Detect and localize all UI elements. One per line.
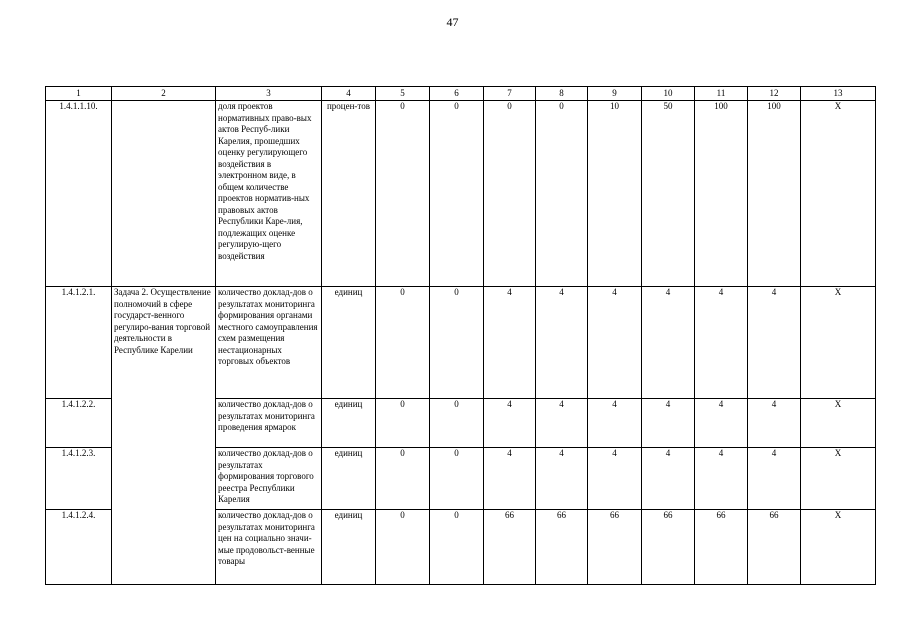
unit-cell: единиц	[322, 287, 376, 399]
page-number: 47	[446, 15, 459, 29]
column-number: 5	[376, 87, 430, 101]
value-cell: 0	[430, 287, 484, 399]
column-number: 3	[216, 87, 322, 101]
column-number: 1	[46, 87, 112, 101]
row-number: 1.4.1.2.4.	[46, 510, 112, 585]
task-cell: Задача 2. Осуществление полномочий в сфере государст-венного регулиро-вания торговой деятельности в Республике Карелии	[112, 287, 216, 585]
value-cell: 4	[642, 448, 695, 510]
value-cell: 4	[536, 287, 588, 399]
value-cell: 4	[642, 287, 695, 399]
value-cell: 4	[536, 448, 588, 510]
value-cell: 4	[695, 399, 748, 448]
value-cell: 100	[748, 101, 801, 287]
value-cell: 4	[484, 399, 536, 448]
value-cell: 0	[376, 399, 430, 448]
value-cell: 0	[376, 510, 430, 585]
value-cell: 0	[484, 101, 536, 287]
unit-cell: единиц	[322, 399, 376, 448]
indicator-cell: количество доклад-дов о результатах мониторинга проведения ярмарок	[216, 399, 322, 448]
table-row	[46, 287, 876, 399]
row-number: 1.4.1.2.3.	[46, 448, 112, 510]
value-cell: 0	[430, 510, 484, 585]
indicator-cell: количество доклад-дов о результатах мониторинга цен на социально значи-мые продовольст-венные товары	[216, 510, 322, 585]
column-number: 8	[536, 87, 588, 101]
value-cell: 4	[748, 287, 801, 399]
value-cell: 0	[376, 101, 430, 287]
value-cell: 66	[484, 510, 536, 585]
value-cell: 4	[484, 287, 536, 399]
value-cell: Х	[801, 448, 876, 510]
value-cell: 4	[695, 287, 748, 399]
value-cell: 4	[484, 448, 536, 510]
unit-cell: единиц	[322, 448, 376, 510]
column-number: 4	[322, 87, 376, 101]
column-number: 7	[484, 87, 536, 101]
value-cell: 4	[536, 399, 588, 448]
indicator-cell: количество доклад-дов о результатах мониторинга формирования органами местного самоуправления схем размещения нестационарных торговых объектов	[216, 287, 322, 399]
column-number: 10	[642, 87, 695, 101]
value-cell: 66	[642, 510, 695, 585]
value-cell: 66	[536, 510, 588, 585]
value-cell: Х	[801, 399, 876, 448]
column-number: 11	[695, 87, 748, 101]
column-number: 12	[748, 87, 801, 101]
unit-cell: единиц	[322, 510, 376, 585]
value-cell: 0	[376, 448, 430, 510]
value-cell: 4	[588, 448, 642, 510]
value-cell: 0	[376, 287, 430, 399]
column-number: 6	[430, 87, 484, 101]
value-cell: 4	[695, 448, 748, 510]
value-cell: 4	[748, 399, 801, 448]
value-cell: 4	[642, 399, 695, 448]
table-header-row	[46, 87, 876, 101]
row-number: 1.4.1.1.10.	[46, 101, 112, 287]
task-cell	[112, 101, 216, 287]
row-number: 1.4.1.2.1.	[46, 287, 112, 399]
indicator-cell: количество доклад-дов о результатах формирования торгового реестра Республики Карелия	[216, 448, 322, 510]
value-cell: 66	[748, 510, 801, 585]
value-cell: 0	[430, 448, 484, 510]
value-cell: 100	[695, 101, 748, 287]
indicator-cell: доля проектов нормативных право-вых актов Респуб-лики Карелия, прошедших оценку регулирующего воздействия в электронном виде, в общем количестве проектов норматив-ных правовых актов Республики Каре-лия, подлежащих оценке регулирую-щего воздействия	[216, 101, 322, 287]
value-cell: 66	[695, 510, 748, 585]
value-cell: 66	[588, 510, 642, 585]
column-number: 9	[588, 87, 642, 101]
column-number: 13	[801, 87, 876, 101]
value-cell: 50	[642, 101, 695, 287]
value-cell: 10	[588, 101, 642, 287]
value-cell: 0	[430, 399, 484, 448]
value-cell: Х	[801, 510, 876, 585]
column-number: 2	[112, 87, 216, 101]
value-cell: 0	[536, 101, 588, 287]
table-row	[46, 101, 876, 287]
row-number: 1.4.1.2.2.	[46, 399, 112, 448]
value-cell: 4	[588, 287, 642, 399]
value-cell: Х	[801, 287, 876, 399]
value-cell: Х	[801, 101, 876, 287]
indicators-table	[45, 86, 876, 585]
value-cell: 0	[430, 101, 484, 287]
unit-cell: процен-тов	[322, 101, 376, 287]
value-cell: 4	[588, 399, 642, 448]
value-cell: 4	[748, 448, 801, 510]
